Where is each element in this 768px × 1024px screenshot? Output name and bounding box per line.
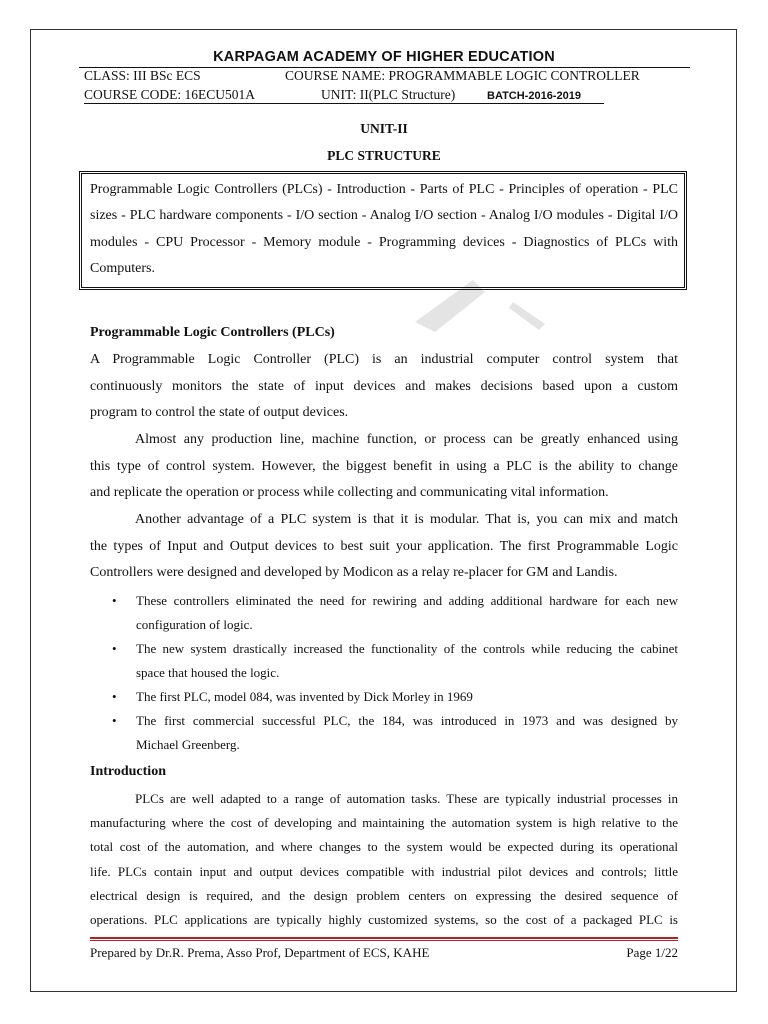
section-heading-introduction: Introduction [90, 764, 166, 779]
paragraph-line: Another advantage of a PLC system is that it is modular. That is, you can mix and match [135, 512, 678, 527]
bullet-line: • The new system drastically increased the functionality of the controls while reducing the cabinet [136, 641, 678, 656]
bullet-item [112, 709, 678, 757]
paragraph-line: the types of Input and Output devices to best suit your application. The first Programmable Logic [90, 538, 678, 554]
syllabus-text: Programmable Logic Controllers (PLCs) - Introduction - Parts of PLC - Principles of operation - PLC sizes - PLC hardware components - I/O section - Analog I/O section - Analog I/O modules - Digital I/O modules - CPU Processor - Memory module - Programming devices - Diagnostics of PLCs with Computers. [90, 182, 678, 276]
unit-label: UNIT: II(PLC Structure) [321, 87, 456, 102]
unit-subtitle: PLC STRUCTURE [327, 148, 441, 163]
bullet-item [112, 589, 678, 637]
paragraph-line: Controllers were designed and developed by Modicon as a relay re-placer for GM and Landis. [90, 565, 618, 580]
section-heading-plcs: Programmable Logic Controllers (PLCs) [90, 325, 335, 340]
institution-name: KARPAGAM ACADEMY OF HIGHER EDUCATION [213, 49, 555, 65]
paragraph-line: electrical design is required, and the design problem centers on expressing the desired sequence of [90, 887, 678, 903]
paragraph-line: PLCs are well adapted to a range of automation tasks. These are typically industrial processes in [135, 791, 678, 806]
footer-prepared-by: Prepared by Dr.R. Prema, Asso Prof, Department of ECS, KAHE [90, 945, 430, 960]
footer-page-number: Page 1/22 [626, 945, 678, 960]
bullet-line: Michael Greenberg. [136, 737, 240, 752]
paragraph-line: operations. PLC applications are typically highly customized systems, so the cost of a packaged PLC is [90, 912, 678, 928]
header-rule-bottom [84, 103, 604, 104]
paragraph-line: Almost any production line, machine function, or process can be greatly enhanced using [135, 432, 678, 447]
bullet-line: space that housed the logic. [136, 665, 280, 680]
course-code: COURSE CODE: 16ECU501A [84, 87, 256, 102]
bullet-item [112, 685, 678, 709]
course-name: COURSE NAME: PROGRAMMABLE LOGIC CONTROLLER [285, 68, 640, 83]
paragraph-line: continuously monitors the state of input devices and makes decisions based upon a custom [90, 378, 678, 394]
history-bullet-list [112, 589, 678, 757]
bullet-line: • The first PLC, model 084, was invented by Dick Morley in 1969 [136, 689, 473, 704]
paragraph-line: life. PLCs contain input and output devices compatible with industrial pilot devices and controls; little [90, 863, 678, 879]
paragraph-line: manufacturing where the cost of developing and maintaining the automation system is high relative to the [90, 815, 678, 831]
bullet-line: configuration of logic. [136, 617, 253, 632]
paragraph-line: and replicate the operation or process while collecting and communicating vital information. [90, 485, 609, 500]
paragraph-line: A Programmable Logic Controller (PLC) is an industrial computer control system that [90, 352, 678, 367]
batch-label: BATCH-2016-2019 [487, 90, 581, 102]
bullet-item [112, 637, 678, 685]
paragraph-plc-definition [90, 347, 678, 427]
paragraph-line: this type of control system. However, the biggest benefit in using a PLC is the ability to change [90, 458, 678, 474]
unit-title: UNIT-II [360, 121, 408, 136]
class-label: CLASS: III BSc ECS [84, 68, 201, 83]
paragraph-production-line [90, 427, 678, 507]
footer-rule [90, 937, 678, 939]
bullet-line: • These controllers eliminated the need for rewiring and adding additional hardware for each new [136, 593, 678, 608]
paragraph-line: total cost of the automation, and where changes to the system would be expected during its operational [90, 839, 678, 855]
paragraph-modular [90, 507, 678, 587]
footer-rule-thin [90, 940, 678, 941]
bullet-line: • The first commercial successful PLC, the 184, was introduced in 1973 and was designed by [136, 713, 678, 728]
paragraph-line: program to control the state of output devices. [90, 405, 349, 420]
paragraph-introduction [90, 787, 678, 932]
